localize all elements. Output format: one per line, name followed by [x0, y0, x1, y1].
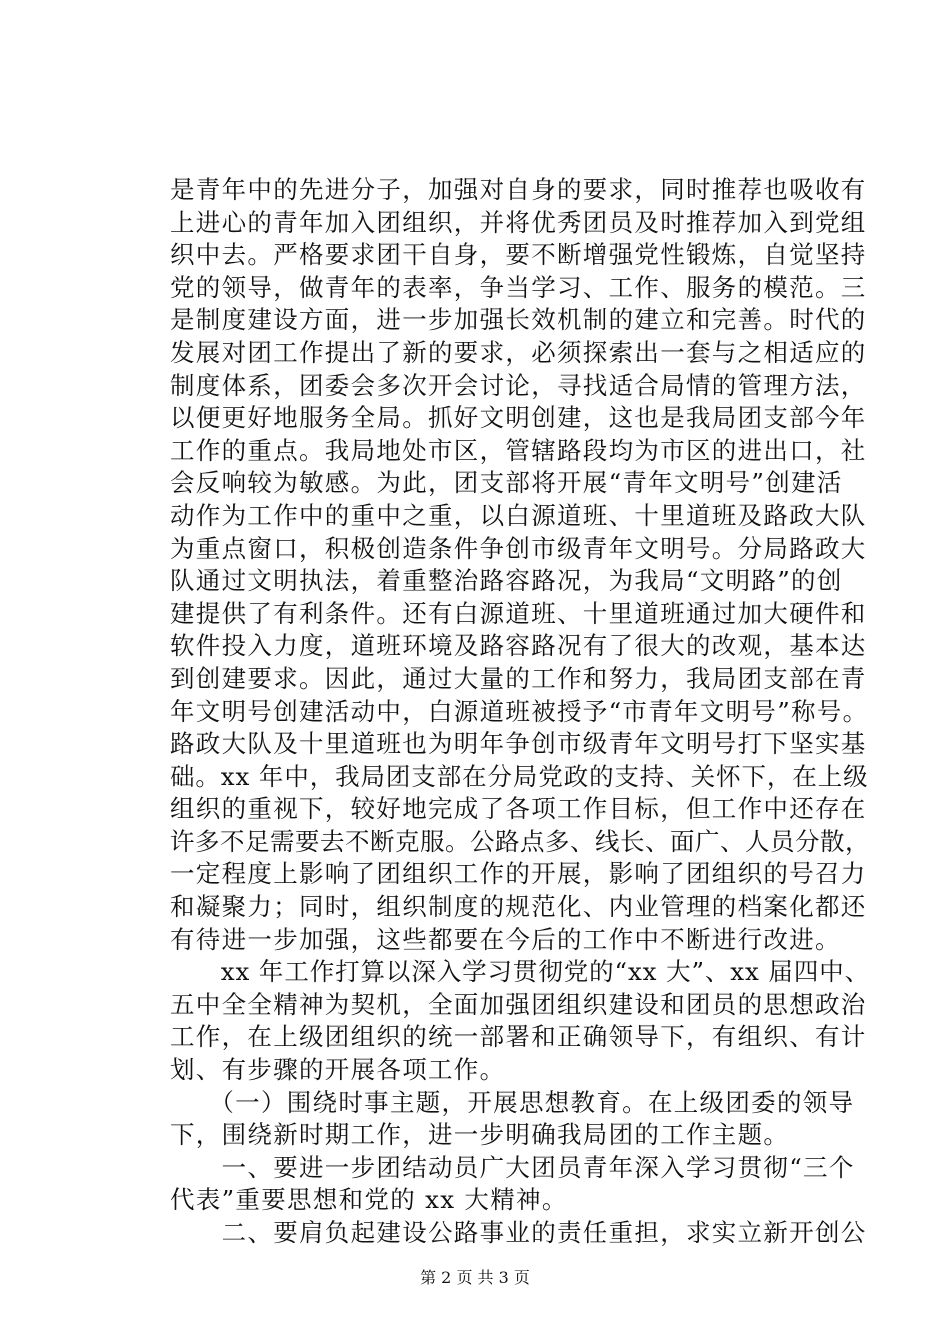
page-number-footer: 第 2 页 共 3 页: [420, 1268, 530, 1287]
body-text: [170, 174, 871, 1250]
text-line: 是制度建设方面，进一步加强长效机制的建立和完善。时代的: [170, 305, 867, 335]
text-line: 上进心的青年加入团组织，并将优秀团员及时推荐加入到党组: [170, 207, 867, 237]
text-line: 到创建要求。因此，通过大量的工作和努力，我局团支部在青: [170, 663, 867, 693]
text-line: 划、有步骤的开展各项工作。: [170, 1055, 506, 1085]
text-line: 制度体系，团委会多次开会讨论，寻找适合局情的管理方法，: [170, 370, 867, 400]
text-line: 一定程度上影响了团组织工作的开展，影响了团组织的号召力: [170, 859, 867, 889]
text-line: 代表”重要思想和党的 xx 大精神。: [170, 1185, 568, 1215]
text-line: 有待进一步加强，这些都要在今后的工作中不断进行改进。: [170, 924, 841, 954]
text-line: 路政大队及十里道班也为明年争创市级青年文明号打下坚实基: [170, 729, 867, 759]
list-item-line: 二、要肩负起建设公路事业的责任重担，求实立新开创公: [170, 1218, 867, 1247]
text-line: 建提供了有利条件。还有白源道班、十里道班通过加大硬件和: [170, 598, 867, 628]
text-line: 会反响较为敏感。为此，团支部将开展“青年文明号”创建活: [170, 468, 843, 498]
text-line: 动作为工作中的重中之重，以白源道班、十里道班及路政大队: [170, 500, 867, 530]
text-line: 和凝聚力；同时，组织制度的规范化、内业管理的档案化都还: [170, 892, 867, 922]
text-line: 为重点窗口，积极创造条件争创市级青年文明号。分局路政大: [170, 533, 867, 563]
text-line: 软件投入力度，道班环境及路容路况有了很大的改观，基本达: [170, 631, 867, 661]
text-line: 队通过文明执法，着重整治路容路况，为我局“文明路”的创: [170, 566, 843, 596]
text-line: 是青年中的先进分子，加强对自身的要求，同时推荐也吸收有: [170, 175, 867, 204]
text-line: 许多不足需要去不断克服。公路点多、线长、面广、人员分散，: [170, 826, 870, 856]
section-heading-line: （一）围绕时事主题，开展思想教育。在上级团委的领导: [170, 1087, 855, 1117]
text-line: 下，围绕新时期工作，进一步明确我局团的工作主题。: [170, 1120, 790, 1150]
text-line: 党的领导，做青年的表率，争当学习、工作、服务的模范。三: [170, 272, 867, 302]
text-line: 以便更好地服务全局。抓好文明创建，这也是我局团支部今年: [170, 403, 867, 433]
text-line: 础。xx 年中，我局团支部在分局党政的支持、关怀下，在上级: [170, 761, 869, 791]
paragraph-start-line: xx 年工作打算以深入学习贯彻党的“xx 大”、xx 届四中、: [170, 957, 871, 987]
text-line: 组织的重视下，较好地完成了各项工作目标，但工作中还存在: [170, 794, 867, 824]
text-line: 发展对团工作提出了新的要求，必须探索出一套与之相适应的: [170, 337, 867, 367]
list-item-line: 一、要进一步团结动员广大团员青年深入学习贯彻“三个: [170, 1152, 855, 1182]
text-line: 工作，在上级团组织的统一部署和正确领导下，有组织、有计: [170, 1022, 867, 1052]
text-line: 五中全全精神为契机，全面加强团组织建设和团员的思想政治: [170, 989, 867, 1019]
text-line: 年文明号创建活动中，白源道班被授予“市青年文明号”称号。: [170, 696, 869, 726]
text-line: 织中去。严格要求团干自身，要不断增强党性锻炼，自觉坚持: [170, 240, 867, 270]
text-line: 工作的重点。我局地处市区，管辖路段均为市区的进出口，社: [170, 435, 867, 465]
